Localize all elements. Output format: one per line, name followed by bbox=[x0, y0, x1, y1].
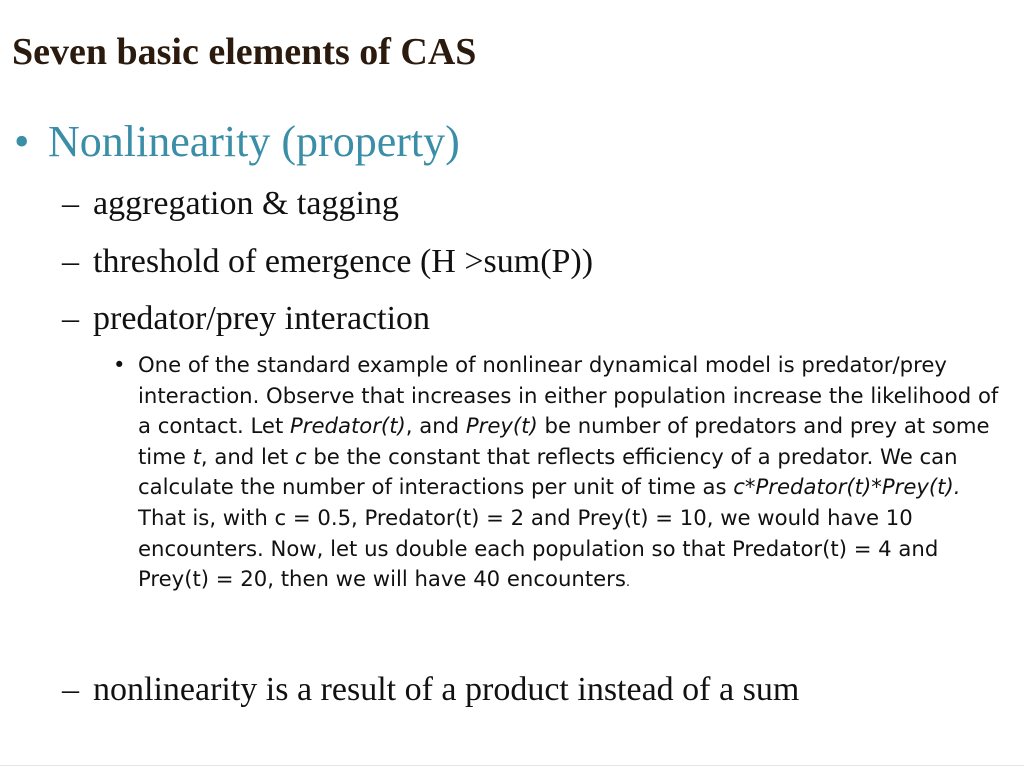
detail-segment: , and bbox=[405, 413, 466, 439]
detail-italic-t: t bbox=[192, 443, 201, 469]
slide-title: Seven basic elements of CAS bbox=[12, 31, 477, 73]
detail-italic-predator: Predator(t) bbox=[290, 413, 406, 439]
sub-item-aggregation bbox=[62, 182, 399, 226]
dash-marker: – bbox=[62, 300, 79, 337]
sub-item-text: predator/prey interaction bbox=[93, 300, 431, 337]
detail-segment: , and let bbox=[200, 443, 295, 469]
detail-italic-formula: c*Predator(t)*Prey(t). bbox=[733, 474, 961, 500]
sub-item-nonlinearity-result bbox=[62, 668, 799, 712]
detail-paragraph bbox=[113, 350, 1003, 599]
dash-marker: – bbox=[62, 671, 79, 708]
sub-item-threshold bbox=[62, 240, 593, 284]
sub-item-predator-prey bbox=[62, 297, 430, 341]
sub-item-text: threshold of emergence (H >sum(P)) bbox=[93, 243, 594, 280]
detail-segment: One of the standard example of nonlinear dynamical model is predator/prey interaction. Observe that increases in either population increase the likelihood of a contact. Let bbox=[138, 352, 999, 439]
bullet-marker: • bbox=[14, 117, 30, 166]
detail-text bbox=[138, 350, 1003, 599]
bottom-divider bbox=[0, 765, 1024, 766]
sub-item-text: aggregation & tagging bbox=[93, 185, 399, 222]
detail-italic-prey: Prey(t) bbox=[465, 413, 538, 439]
main-bullet-text: Nonlinearity (property) bbox=[48, 117, 460, 166]
detail-segment: be number of predators and prey at some time bbox=[138, 413, 990, 469]
detail-segment: That is, with c = 0.5, Predator(t) = 2 and Prey(t) = 10, we would have 10 encounters. Now, let us double each population so that Predator(t) = 4 and Prey(t) = 20, then we will have 40 encounters bbox=[138, 504, 939, 592]
dash-marker: – bbox=[62, 243, 79, 280]
detail-italic-c: c bbox=[294, 443, 307, 469]
detail-bullet-marker: • bbox=[113, 352, 126, 377]
sub-item-text: nonlinearity is a result of a product instead of a sum bbox=[93, 671, 800, 708]
detail-end-period: . bbox=[625, 575, 631, 591]
detail-segment: be the constant that reflects efficiency of a predator. We can calculate the number of interactions per unit of time as bbox=[138, 443, 958, 500]
main-bullet bbox=[14, 112, 460, 172]
dash-marker: – bbox=[62, 185, 79, 222]
